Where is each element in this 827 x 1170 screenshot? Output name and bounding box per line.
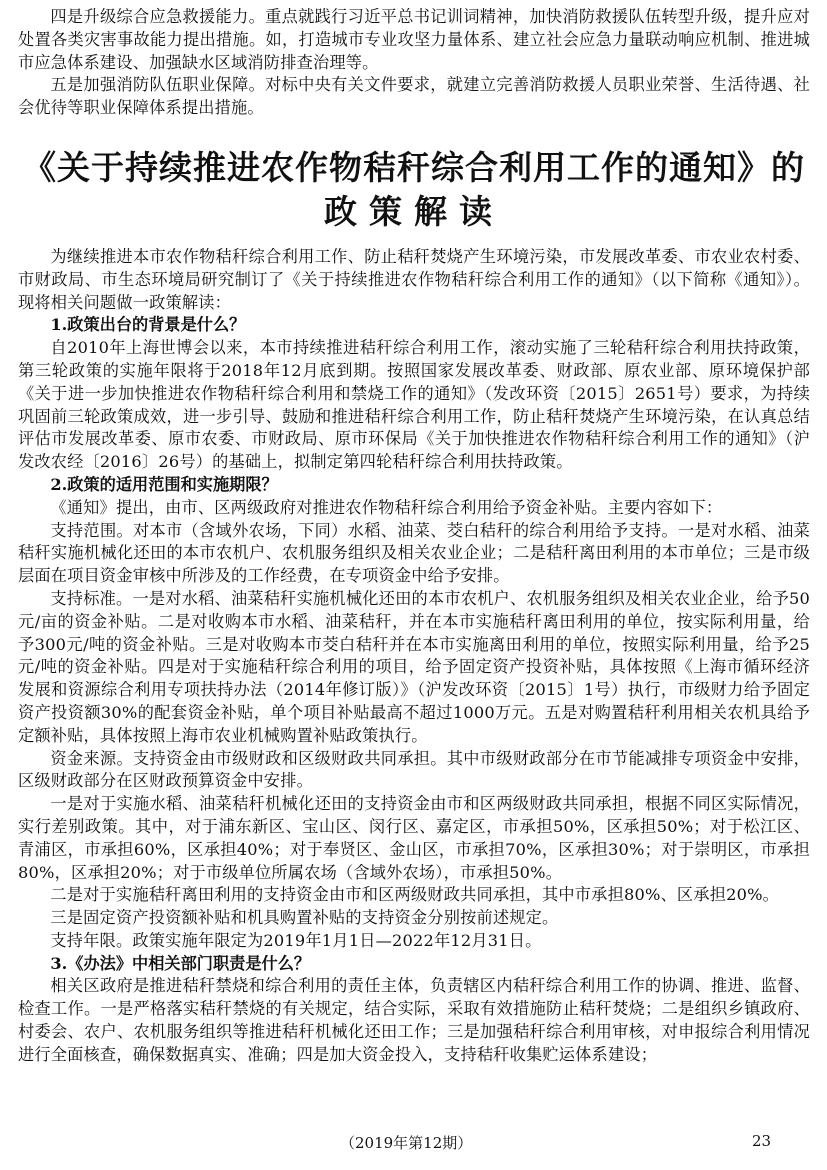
- question-2: 2.政策的适用范围和实施期限？: [50, 474, 278, 494]
- question-3: 3.《办法》中相关部门职责是什么？: [50, 953, 311, 973]
- question-1: 1.政策出台的背景是什么？: [50, 315, 246, 335]
- answer-1: 自2010年上海世博会以来，本市持续推进秸秆综合利用工作，滚动实施了三轮秸秆综合利用扶持政策，第三轮政策的实施年限将于2018年12月底到期。按照国家发展改革委、财政部、原农业部、原环境保护部《关于进一步加快推进农作物秸秆综合利用和禁烧工作的通知》（发改环资〔2015〕2651号）要求，为持续巩固前三轮政策成效，进一步引导、鼓励和推进秸秆综合利用工作，防止秸秆焚烧产生环境污染，在认真总结评估市发展改革委、原市农委、市财政局、原市环保局《关于加快推进农作物秸秆综合利用工作的通知》（沪发改农经〔2016〕26号）的基础上，拟制定第四轮秸秆综合利用扶持政策。: [18, 338, 810, 472]
- page-number: 23: [752, 1132, 772, 1150]
- article-title-line1: 《关于持续推进农作物秸秆综合利用工作的通知》的: [23, 147, 805, 187]
- answer-2-funding-1: 一是对于实施水稻、油菜秸秆机械化还田的支持资金由市和区两级财政共同承担，根据不同区实际情况，实行差别政策。其中，对于浦东新区、宝山区、闵行区、嘉定区，市承担50%，区承担50%；对于松江区、青浦区，市承担60%，区承担40%；对于奉贤区、金山区，市承担70%，区承担30%；对于崇明区，市承担80%，区承担20%；对于市级单位所属农场（含域外农场），市承担50%。: [18, 794, 810, 882]
- answer-2-intro: 《通知》提出，由市、区两级政府对推进农作物秸秆综合利用给予资金补贴。主要内容如下：: [50, 497, 723, 517]
- answer-2-funding-2: 二是对于实施秸秆离田利用的支持资金由市和区两级财政共同承担，其中市承担80%、区承担20%。: [50, 885, 780, 905]
- answer-3: 相关区政府是推进秸秆禁烧和综合利用的责任主体，负责辖区内秸秆综合利用工作的协调、推进、监督、检查工作。一是严格落实秸秆禁烧的有关规定，结合实际，采取有效措施防止秸秆焚烧；二是组织乡镇政府、村委会、农户、农机服务组织等推进秸秆机械化还田工作；三是加强秸秆综合利用审核，对申报综合利用情况进行全面核查，确保数据真实、准确；四是加大资金投入，支持秸秆收集贮运体系建设；: [18, 976, 810, 1064]
- answer-2-funding: 资金来源。支持资金由市级财政和区级财政共同承担。其中市级财政部分在市节能减排专项资金中安排，区级财政部分在区财政预算资金中安排。: [18, 748, 810, 791]
- article-title-line2: 政策解读: [324, 191, 504, 231]
- intro-paragraph-5: 五是加强消防队伍职业保障。对标中央有关文件要求，就建立完善消防救援人员职业荣誉、生活待遇、社会优待等职业保障体系提出措施。: [18, 75, 810, 118]
- answer-2-period: 支持年限。政策实施年限定为2019年1月1日—2022年12月31日。: [50, 930, 542, 950]
- lead-paragraph: 为继续推进本市农作物秸秆综合利用工作、防止秸秆焚烧产生环境污染，市发展改革委、市农业农村委、市财政局、市生态环境局研究制订了《关于持续推进农作物秸秆综合利用工作的通知》（以下简称《通知》）。现将相关问题做一政策解读：: [18, 246, 810, 312]
- answer-2-standard: 支持标准。一是对水稻、油菜秸秆实施机械化还田的本市农机户、农机服务组织及相关农业企业，给予50元/亩的资金补贴。二是对收购本市水稻、油菜秸秆，并在本市实施秸秆离田利用的单位，按实际利用量，给予300元/吨的资金补贴。三是对收购本市茭白秸秆并在本市实施离田利用的单位，按照实际利用量，给予25元/吨的资金补贴。四是对于实施秸秆综合利用的项目，给予固定资产投资补贴，具体按照《上海市循环经济发展和资源综合利用专项扶持办法（2014年修订版）》（沪发改环资〔2015〕1号）执行，市级财力给予固定资产投资额30%的配套资金补贴，单个项目补贴最高不超过1000万元。五是对购置秸秆利用相关农机具给予定额补贴，具体按照上海市农业机械购置补贴政策执行。: [18, 588, 810, 745]
- answer-2-funding-3: 三是固定资产投资额补贴和机具购置补贴的支持资金分别按前述规定。: [50, 908, 559, 928]
- document-page: [18, 6, 810, 1067]
- issue-label: （2019年第12期）: [340, 1134, 473, 1152]
- answer-2-scope: 支持范围。对本市（含域外农场，下同）水稻、油菜、茭白秸秆的综合利用给予支持。一是对水稻、油菜秸秆实施机械化还田的本市农机户、农机服务组织及相关农业企业；二是秸秆离田利用的本市单位；三是市级层面在项目资金审核中所涉及的工作经费，在专项资金中给予安排。: [18, 520, 810, 586]
- intro-paragraph-4: 四是升级综合应急救援能力。重点就践行习近平总书记训词精神，加快消防救援队伍转型升级，提升应对处置各类灾害事故能力提出措施。如，打造城市专业攻坚力量体系、建立社会应急力量联动响应机制、推进城市应急体系建设、加强缺水区域消防排查治理等。: [18, 7, 810, 72]
